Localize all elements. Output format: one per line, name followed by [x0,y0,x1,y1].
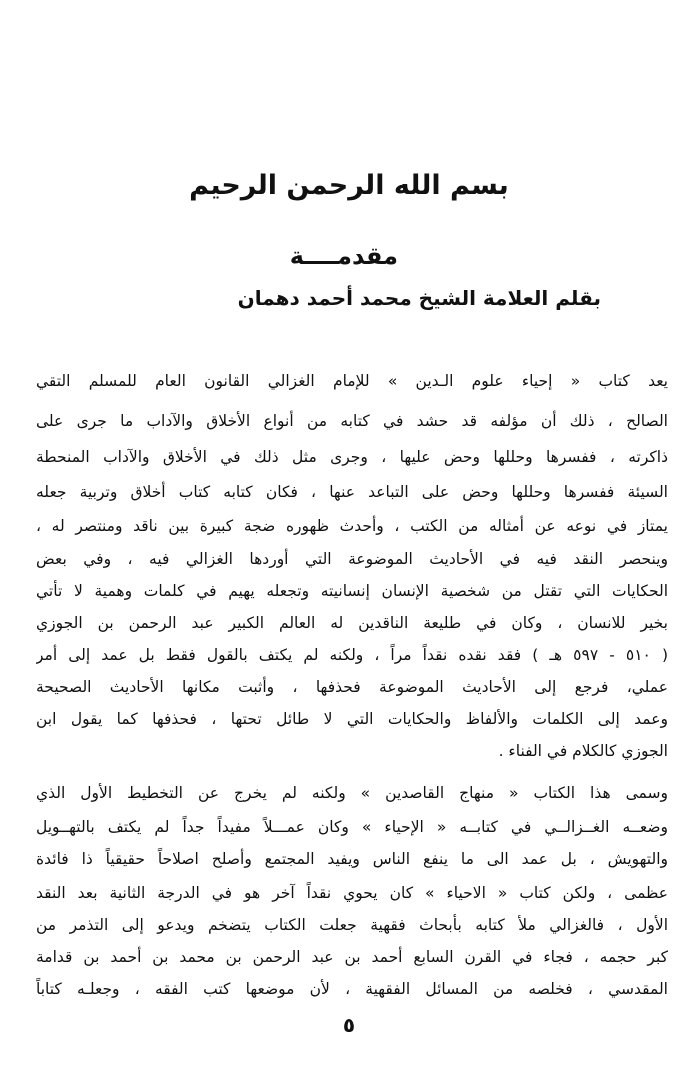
author-byline: بقلم العلامة الشيخ محمد أحمد دهمان [237,286,601,310]
text-line: ( ٥١٠ - ٥٩٧ هـ ) فقد نقده نقداً مراً ، ولكنه لم يكتف بالقول فقط بل عمد إلى أمر [36,646,668,664]
text-line: عملي، فرجع إلى الأحاديث الموضوعة فحذفها ، وأثبت مكانها الأحاديث الصحيحة [36,678,668,696]
text-line: المقدسي ، فخلصه من المسائل الفقهية ، لأن موضعها كتب الفقه ، وجعلـه كتاباً [36,980,668,998]
text-line: وعمد إلى الكلمات والألفاظ والحكايات التي لا طائل تحتها ، فحذفها كما يقول ابن [36,710,668,728]
text-line: كبر حجمه ، فجاء في القرن السابع أحمد بن عبد الرحمن بن محمد بن أحمد بن قدامة [36,948,668,966]
text-line: بخير للانسان ، وكان في طليعة الناقدين له العالم الكبير عبد الرحمن بن الجوزي [36,614,668,632]
text-line: عظمى ، ولكن كتاب « الاحياء » كان يحوي نقداً آخر هو في الدرجة الثانية بعد النقد [36,884,668,902]
basmala: بسم الله الرحمن الرحيم [189,170,509,201]
text-line: وسمى هذا الكتاب « منهاج القاصدين » ولكنه لم يخرج عن التخطيط الأول الذي [36,784,668,802]
text-line: الحكايات التي تقتل من شخصية الإنسان إنسانيته وتجعله يهيم في كلمات وهمية لا تأتي [36,582,668,600]
text-line: الصالح ، ذلك أن مؤلفه قد حشد في كتابه من أنواع الأخلاق والآداب ما جرى على [36,412,668,430]
text-line: الأول ، فالغزالي ملأ كتابه بأبحاث فقهية جعلت الكتاب يتضخم ويدعو إلى التذمر من [36,916,668,934]
page-title: مقدمــــة [289,242,398,270]
text-line: ذاكرته ، ففسرها وحللها وحض عليها ، وجرى مثل ذلك في الأخلاق والآداب المنحطة [36,448,668,466]
text-line: وينحصر النقد فيه في الأحاديث الموضوعة التي أوردها الغزالي فيه ، وفي بعض [36,550,668,568]
text-line: السيئة ففسرها وحللها وحض على التباعد عنها ، فكان كتابه كتاب أخلاق وتربية جعله [36,483,668,501]
text-line: وضعــه الغــزالــي في كتابــه « الإحياء » وكان عمـــلاً مفيداً جداً لم يكتف بالتهــويل [36,818,668,836]
text-line: يعد كتاب « إحياء علوم الـدين » للإمام الغزالي القانون العام للمسلم التقي [36,372,668,390]
text-line: الجوزي كالكلام في الفناء . [498,742,668,760]
text-line: والتهويش ، بل عمد الى ما ينفع الناس ويفيد المجتمع وأصلح اصلاحاً حقيقياً ذا فائدة [36,850,668,868]
text-line: يمتاز في نوعه عن أمثاله من الكتب ، وأحدث ظهوره ضجة كبيرة بين ناقد ومنتصر له ، [36,517,668,535]
page-number: ٥ [342,1013,356,1037]
